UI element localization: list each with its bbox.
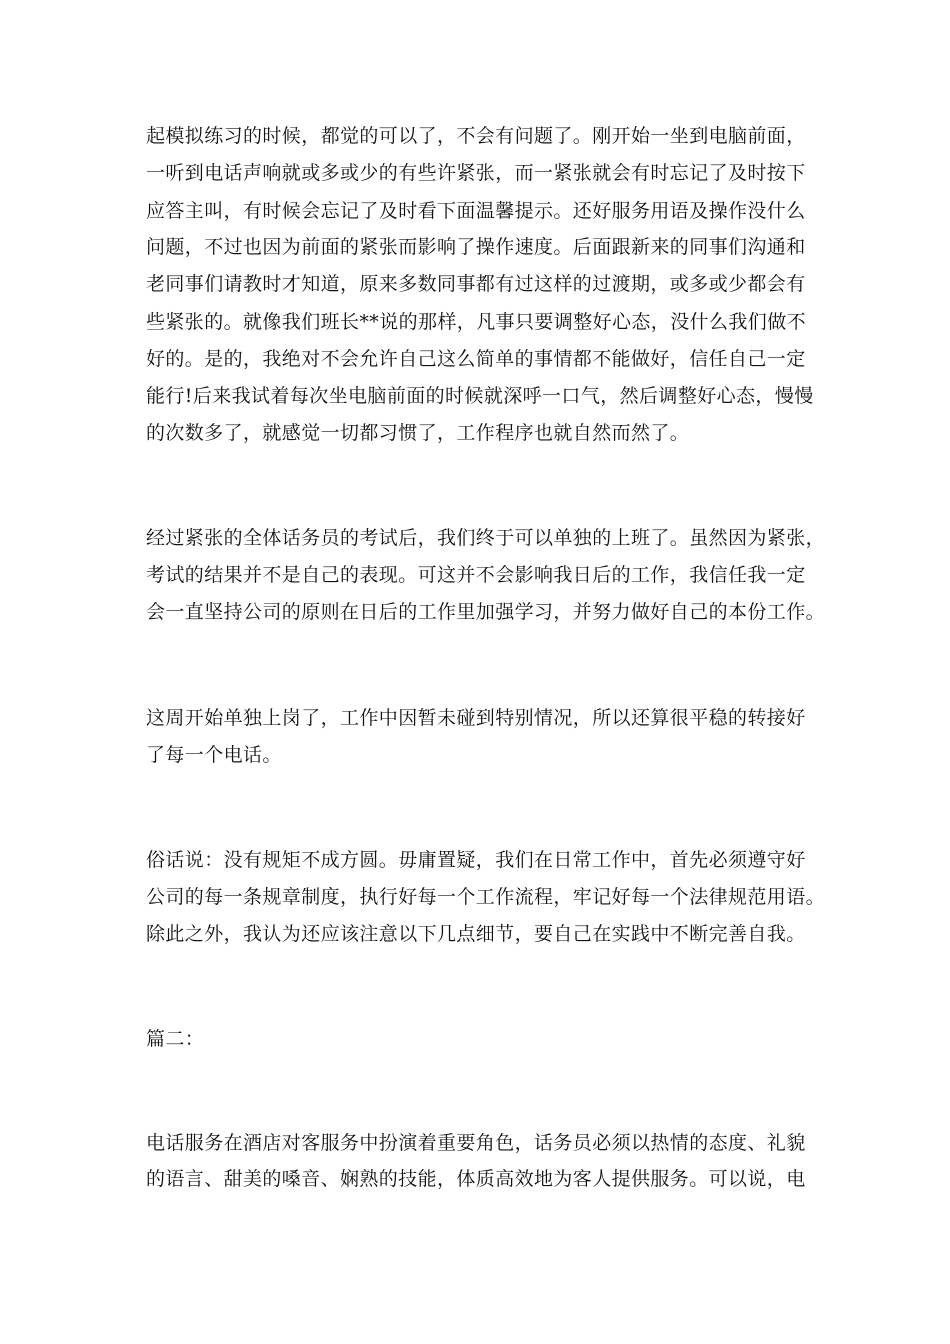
text-line: 了每一个电话。 [146,744,282,766]
text-line: 经过紧张的全体话务员的考试后，我们终于可以单独的上班了。虽然因为紧张， [146,527,826,549]
section-title: 篇二： [146,1028,205,1050]
text-line: 会一直坚持公司的原则在日后的工作里加强学习，并努力做好自己的本份工作。 [146,601,826,623]
text-line: 电话服务在酒店对客服务中扮演着重要角色，话务员必须以热情的态度、礼貌 [146,1132,806,1154]
text-line: 这周开始单独上岗了，工作中因暂未碰到特别情况，所以还算很平稳的转接好 [146,707,806,729]
text-line: 一听到电话声响就或多或少的有些许紧张，而一紧张就会有时忘记了及时按下 [146,162,806,184]
text-line: 应答主叫，有时候会忘记了及时看下面温馨提示。还好服务用语及操作没什么 [146,200,806,222]
text-line: 老同事们请教时才知道，原来多数同事都有过这样的过渡期，或多或少都会有 [146,273,806,295]
text-line: 些紧张的。就像我们班长**说的那样，凡事只要调整好心态，没什么我们做不 [146,311,807,333]
text-line: 能行!后来我试着每次坐电脑前面的时候就深呼一口气，然后调整好心态，慢慢 [146,385,814,407]
text-line: 俗话说：没有规矩不成方圆。毋庸置疑，我们在日常工作中，首先必须遵守好 [146,849,806,871]
text-line: 的语言、甜美的嗓音、娴熟的技能，体质高效地为客人提供服务。可以说，电 [146,1168,806,1190]
text-line: 除此之外，我认为还应该注意以下几点细节，要自己在实践中不断完善自我。 [146,923,806,945]
text-line: 考试的结果并不是自己的表现。可这并不会影响我日后的工作，我信任我一定 [146,564,806,586]
text-line: 起模拟练习的时候，都觉的可以了，不会有问题了。刚开始一坐到电脑前面， [146,125,806,147]
text-line: 好的。是的，我绝对不会允许自己这么简单的事情都不能做好，信任自己一定 [146,348,806,370]
text-line: 问题，不过也因为前面的紧张而影响了操作速度。后面跟新来的同事们沟通和 [146,236,806,258]
text-line: 的次数多了，就感觉一切都习惯了，工作程序也就自然而然了。 [146,422,690,444]
text-line: 公司的每一条规章制度，执行好每一个工作流程，牢记好每一个法律规范用语。 [146,886,826,908]
